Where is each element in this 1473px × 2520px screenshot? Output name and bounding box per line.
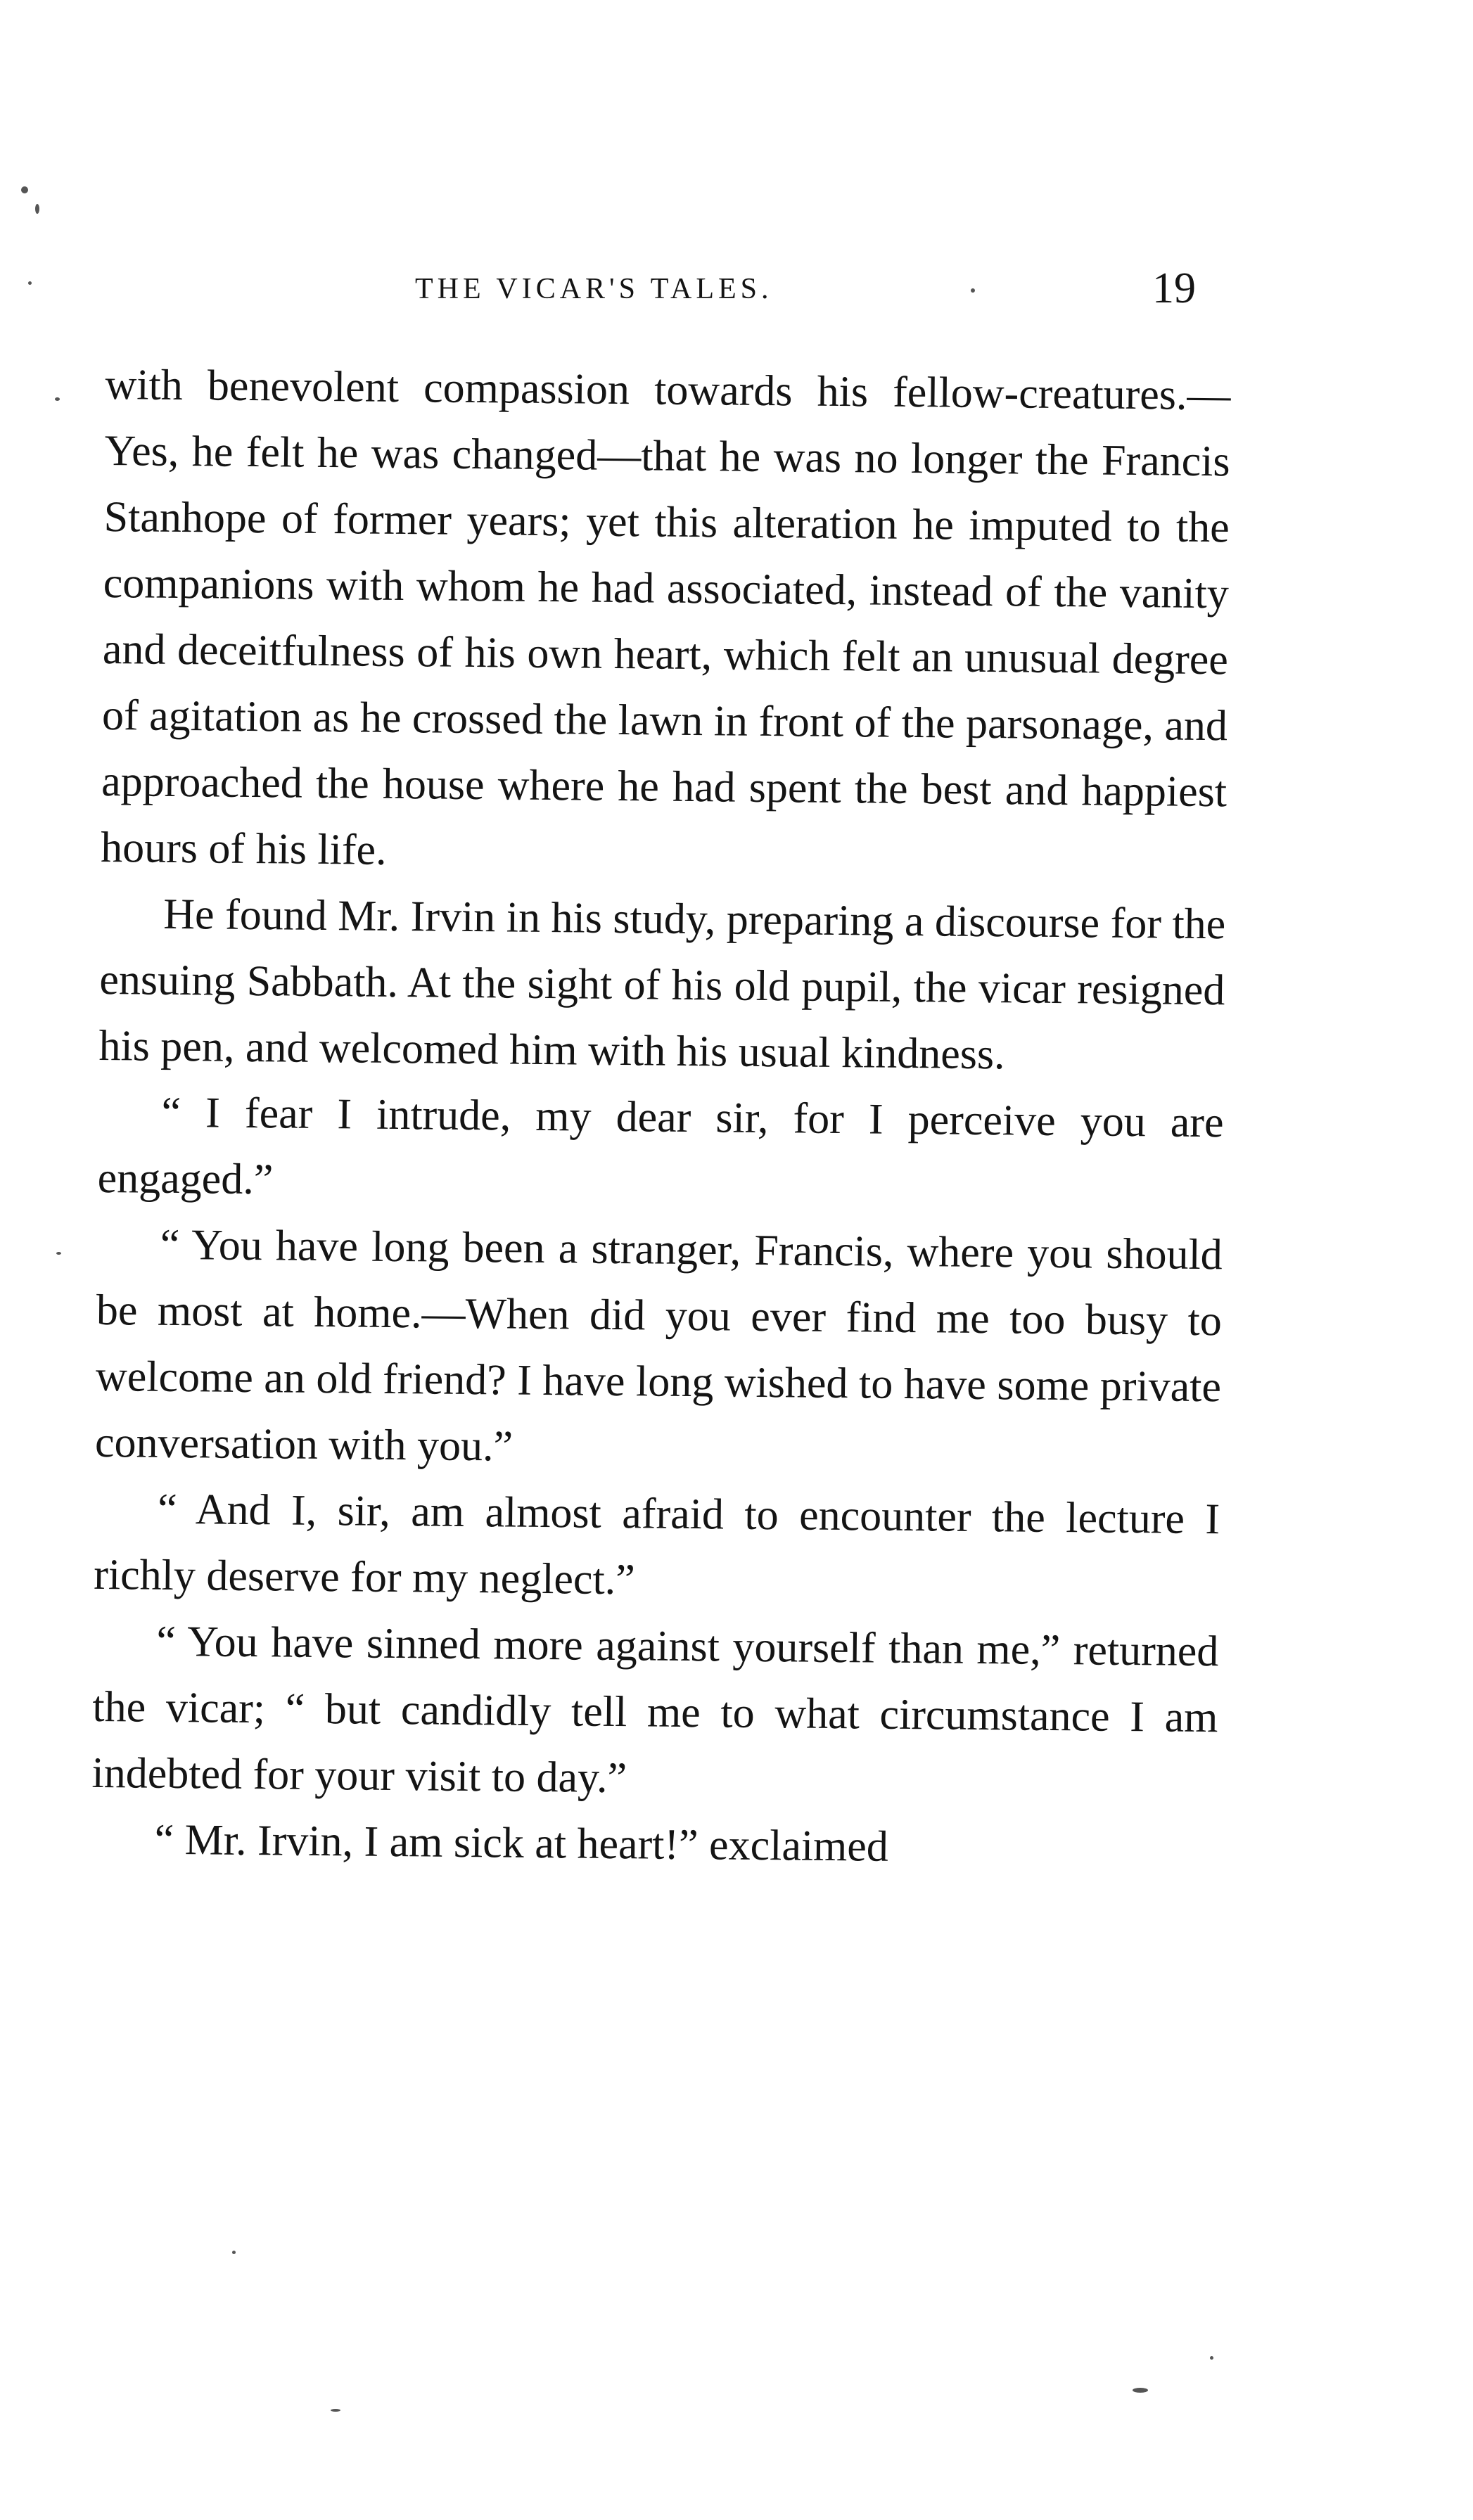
print-speck [28,281,32,285]
print-speck [331,2409,340,2412]
paragraph-3: “ I fear I intrude, my dear sir, for I perceive you are engaged.” [97,1088,1224,1204]
print-speck [35,204,39,214]
print-speck [971,288,975,293]
body-text [91,352,1231,1883]
print-speck [1133,2388,1148,2393]
paragraph-2: He found Mr. Irvin in his study, preparing a discourse for the ensuing Sabbath. At the sight of his old pupil, the vicar resigned his pen, and welcomed him with his usual kindness. [98,890,1226,1079]
paragraph-1: with benevolent compassion towards his fellow-creatures.—Yes, he felt he was changed—that he was no longer the Francis Stanhope of former years; yet this alteration he imputed to the companions with whom he had associated, instead of the vanity and deceitfulness of his own heart, which felt an unusual degree of agitation as he crossed the lawn in front of the parsonage, and approached the house where he had spent the best and happiest hours of his life. [100,360,1231,874]
paragraph-5: “ And I, sir, am almost afraid to encounter the lecture I richly deserve for my neglect.” [93,1485,1220,1604]
paragraph-6: “ You have sinned more against yourself than me,” returned the vicar; “ but candidly tell me to what circumstance I am indebted for your visit to day.” [91,1617,1219,1803]
running-title: THE VICAR'S TALES. [415,273,773,305]
paragraph-7: “ Mr. Irvin, I am sick at heart!” exclaimed [154,1815,889,1871]
print-speck [232,2251,236,2254]
paragraph-4: “ You have long been a stranger, Francis, where you should be most at home.—When did you ever find me too busy to welcome an old friend? I have long wished to have some private conversation with you.” [94,1220,1223,1471]
print-speck [21,186,28,193]
print-speck [55,397,60,401]
print-speck [1210,2356,1213,2360]
page-number: 19 [1152,264,1196,312]
print-speck [56,1252,61,1255]
running-head [98,264,1196,327]
